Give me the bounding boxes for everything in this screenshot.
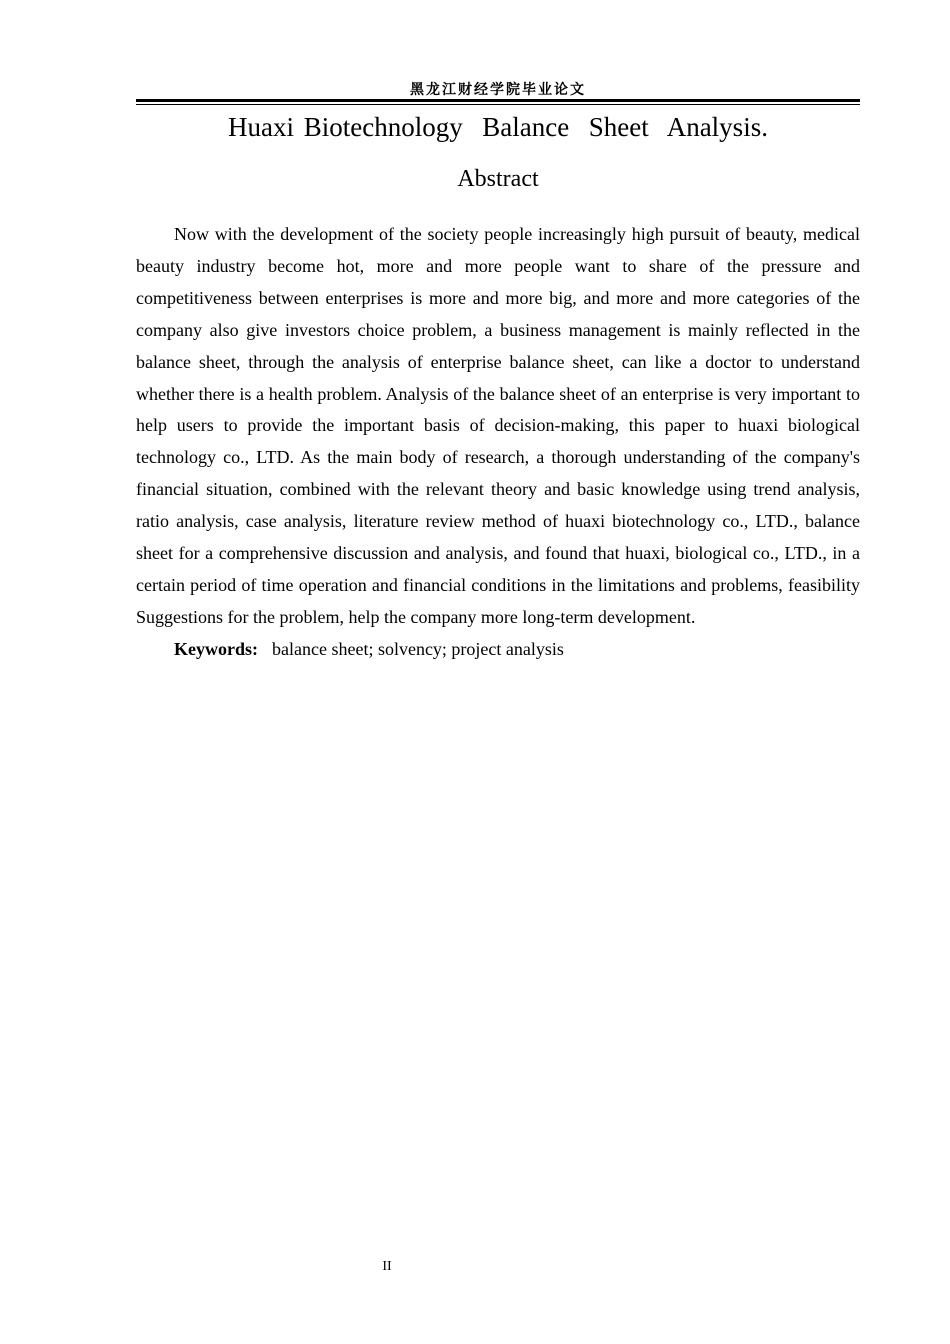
header-rule-thick [136,99,860,102]
keywords-value: balance sheet; solvency; project analysis [272,639,564,659]
running-header: 黑龙江财经学院毕业论文 [410,82,586,98]
paper-title: Huaxi Biotechnology Balance Sheet Analysis. [228,112,768,142]
section-heading-abstract: Abstract [457,166,539,192]
abstract-body: Now with the development of the society people increasingly high pursuit of beauty, medical beauty industry become hot, more and more people want to share of the pressure and competitiveness between enterprises is more and more big, and more and more categories of the company also give investors choice problem, a business management is mainly reflected in the balance sheet, through the analysis of enterprise balance sheet, can like a doctor to understand whether there is a health problem. Analysis of the balance sheet of an enterprise is very important to help users to provide the important basis of decision-making, this paper to huaxi biological technology co., LTD. As the main body of research, a thorough understanding of the company's financial situation, combined with the relevant theory and basic knowledge using trend analysis, ratio analysis, case analysis, literature review method of huaxi biotechnology co., LTD., balance sheet for a comprehensive discussion and analysis, and found that huaxi, biological co., LTD., in a certain period of time operation and financial conditions in the limitations and problems, feasibility Suggestions for the problem, help the company more long-term development. [136,224,860,627]
keywords-line [174,634,564,666]
header-rule-thin [136,104,860,105]
page-number: II [382,1259,392,1274]
keywords-label: Keywords: [174,639,258,659]
